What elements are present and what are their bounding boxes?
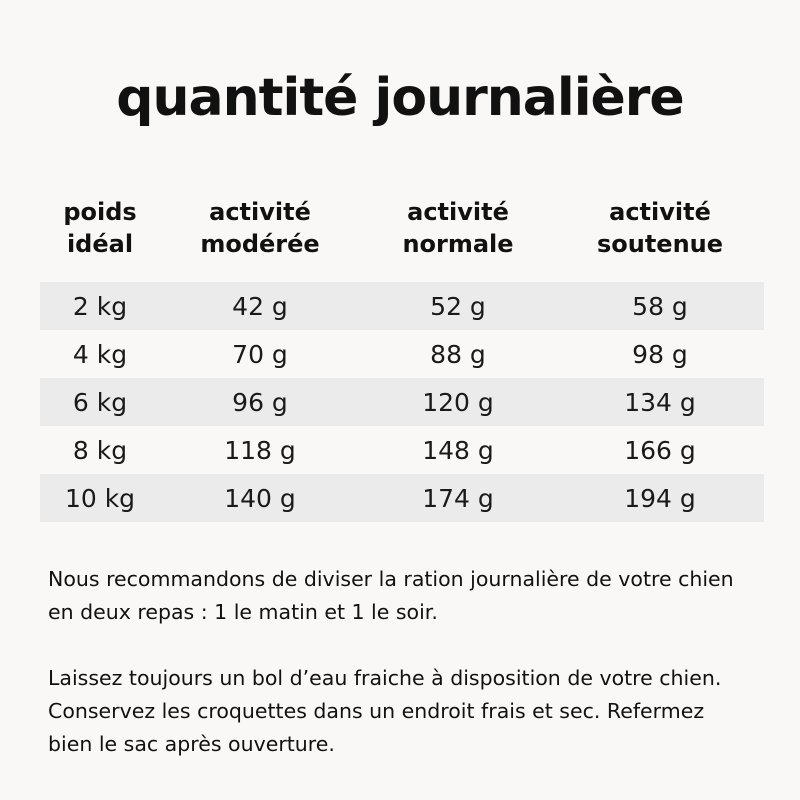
cell-normal: 174 g xyxy=(422,483,494,513)
note-paragraph: Laissez toujours un bol d’eau fraiche à disposition de votre chien. Conservez les croquettes dans un endroit frais et sec. Refermez bien le sac après ouverture. xyxy=(48,666,722,756)
cell-high: 166 g xyxy=(624,435,696,465)
feeding-notes xyxy=(48,563,748,794)
cell-moderate: 42 g xyxy=(232,291,288,321)
page-title: quantité journalière xyxy=(116,68,684,128)
cell-high: 134 g xyxy=(624,387,696,417)
header-high-activity xyxy=(556,196,764,282)
header-line: activité xyxy=(609,198,711,226)
table-row xyxy=(40,474,764,522)
cell-weight: 2 kg xyxy=(72,291,128,321)
cell-weight: 10 kg xyxy=(64,483,136,513)
table-row xyxy=(40,426,764,474)
feeding-table xyxy=(40,196,764,522)
cell-normal: 120 g xyxy=(422,387,494,417)
table-row xyxy=(40,330,764,378)
cell-moderate: 140 g xyxy=(224,483,296,513)
cell-weight: 8 kg xyxy=(72,435,128,465)
header-line: activité xyxy=(407,198,509,226)
cell-normal: 148 g xyxy=(422,435,494,465)
table-header-row xyxy=(40,196,764,282)
cell-weight: 6 kg xyxy=(72,387,128,417)
header-line: normale xyxy=(402,230,514,258)
cell-moderate: 96 g xyxy=(232,387,288,417)
header-line: activité xyxy=(209,198,311,226)
cell-high: 58 g xyxy=(632,291,688,321)
cell-normal: 88 g xyxy=(430,339,486,369)
header-line: poids xyxy=(63,198,137,226)
header-line: soutenue xyxy=(596,230,724,258)
note-paragraph: Nous recommandons de diviser la ration journalière de votre chien en deux repas : 1 le matin et 1 le soir. xyxy=(48,567,734,624)
cell-moderate: 70 g xyxy=(232,339,288,369)
header-line: idéal xyxy=(66,230,134,258)
header-normal-activity xyxy=(360,196,556,282)
cell-moderate: 118 g xyxy=(224,435,296,465)
table-row xyxy=(40,378,764,426)
cell-weight: 4 kg xyxy=(72,339,128,369)
cell-high: 98 g xyxy=(632,339,688,369)
header-weight xyxy=(40,196,160,282)
table-row xyxy=(40,282,764,330)
cell-normal: 52 g xyxy=(430,291,486,321)
cell-high: 194 g xyxy=(624,483,696,513)
header-line: modérée xyxy=(200,230,320,258)
header-moderate-activity xyxy=(160,196,360,282)
